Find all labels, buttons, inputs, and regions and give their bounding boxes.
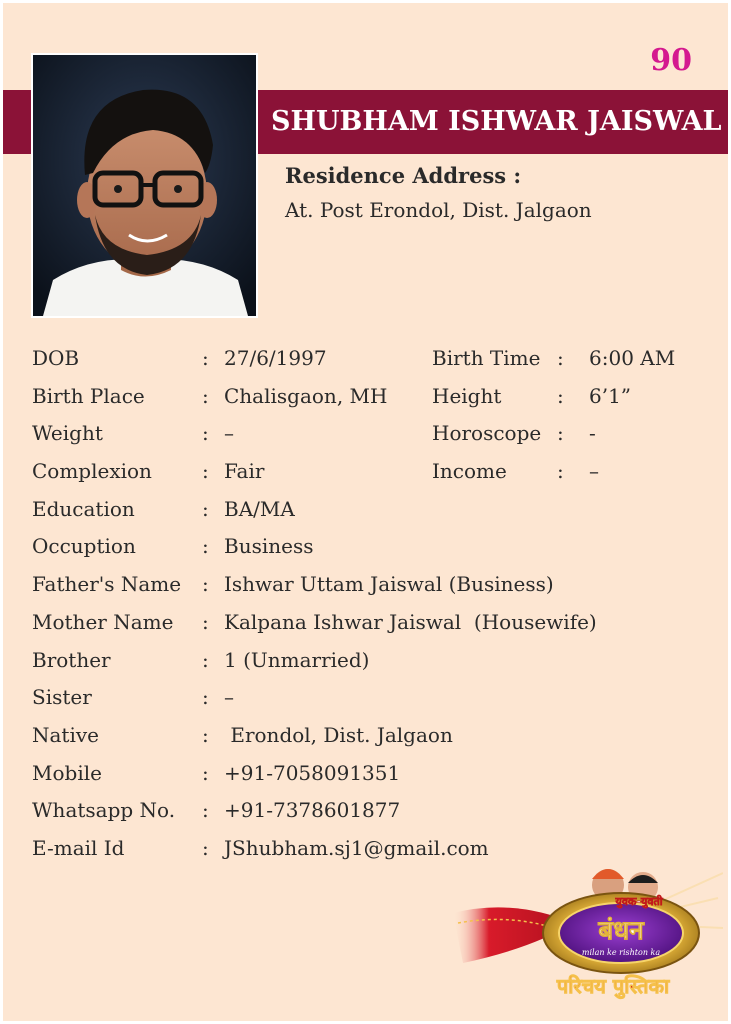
horoscope-label: Horoscope [432, 421, 542, 446]
colon: : [557, 459, 564, 484]
horoscope-value: - [589, 421, 596, 446]
colon: : [202, 534, 209, 559]
occupation-label: Occuption [32, 534, 136, 559]
income-label: Income [432, 459, 507, 484]
email-value: JShubham.sj1@gmail.com [224, 835, 489, 860]
sister-value: – [224, 685, 234, 710]
sister-label: Sister [32, 685, 92, 710]
father-label: Father's Name [32, 572, 182, 597]
height-value: 6’1” [589, 383, 632, 408]
dob-label: DOB [32, 346, 80, 370]
brother-value: 1 (Unmarried) [224, 647, 370, 672]
colon: : [202, 496, 209, 521]
native-value: Erondol, Dist. Jalgaon [224, 722, 453, 747]
whatsapp-value: +91-7378601877 [224, 798, 401, 823]
page-number: 90 [650, 43, 692, 78]
logo-top-text: युवक-युवती [615, 895, 663, 908]
colon: : [557, 383, 564, 408]
portrait-image [33, 55, 256, 316]
profile-name: SHUBHAM ISHWAR JAISWAL [271, 106, 722, 137]
bandhan-logo [453, 853, 723, 1003]
colon: : [202, 609, 209, 634]
native-label: Native [32, 722, 99, 747]
complexion-value: Fair [224, 459, 265, 484]
occupation-value: Business [224, 534, 314, 559]
residence-address-title: Residence Address : [285, 163, 522, 188]
birth-time-value: 6:00 AM [589, 346, 676, 370]
colon: : [202, 421, 209, 446]
colon: : [202, 647, 209, 672]
logo-main-text: बंधन [598, 916, 644, 946]
mother-label: Mother Name [32, 609, 174, 634]
whatsapp-label: Whatsapp No. [32, 798, 176, 823]
colon: : [202, 685, 209, 710]
income-value: – [589, 459, 599, 484]
profile-page [3, 3, 728, 1021]
colon: : [557, 346, 564, 370]
mobile-label: Mobile [32, 760, 102, 785]
colon: : [202, 835, 209, 860]
brother-label: Brother [32, 647, 111, 672]
colon: : [202, 346, 209, 370]
mother-value: Kalpana Ishwar Jaiswal (Housewife) [224, 609, 597, 634]
residence-address: At. Post Erondol, Dist. Jalgaon [285, 198, 592, 222]
logo-bottom-text: परिचय पुस्तिका [556, 974, 670, 998]
colon: : [202, 459, 209, 484]
father-value: Ishwar Uttam Jaiswal (Business) [224, 572, 554, 597]
logo-sub-text: milan ke rishton ka [581, 948, 661, 957]
profile-photo [31, 53, 258, 318]
height-label: Height [432, 383, 502, 408]
birth-place-label: Birth Place [32, 383, 145, 408]
email-label: E-mail Id [32, 835, 125, 860]
colon: : [202, 383, 209, 408]
logo-graphic [453, 853, 723, 1003]
birth-time-label: Birth Time [432, 346, 541, 370]
colon: : [557, 421, 564, 446]
complexion-label: Complexion [32, 459, 152, 484]
colon: : [202, 760, 209, 785]
colon: : [202, 722, 209, 747]
birth-place-value: Chalisgaon, MH [224, 383, 388, 408]
weight-label: Weight [32, 421, 103, 446]
dob-value: 27/6/1997 [224, 346, 327, 370]
colon: : [202, 572, 209, 597]
mobile-value: +91-7058091351 [224, 760, 401, 785]
education-value: BA/MA [224, 496, 295, 521]
weight-value: – [224, 421, 234, 446]
colon: : [202, 798, 209, 823]
education-label: Education [32, 496, 135, 521]
